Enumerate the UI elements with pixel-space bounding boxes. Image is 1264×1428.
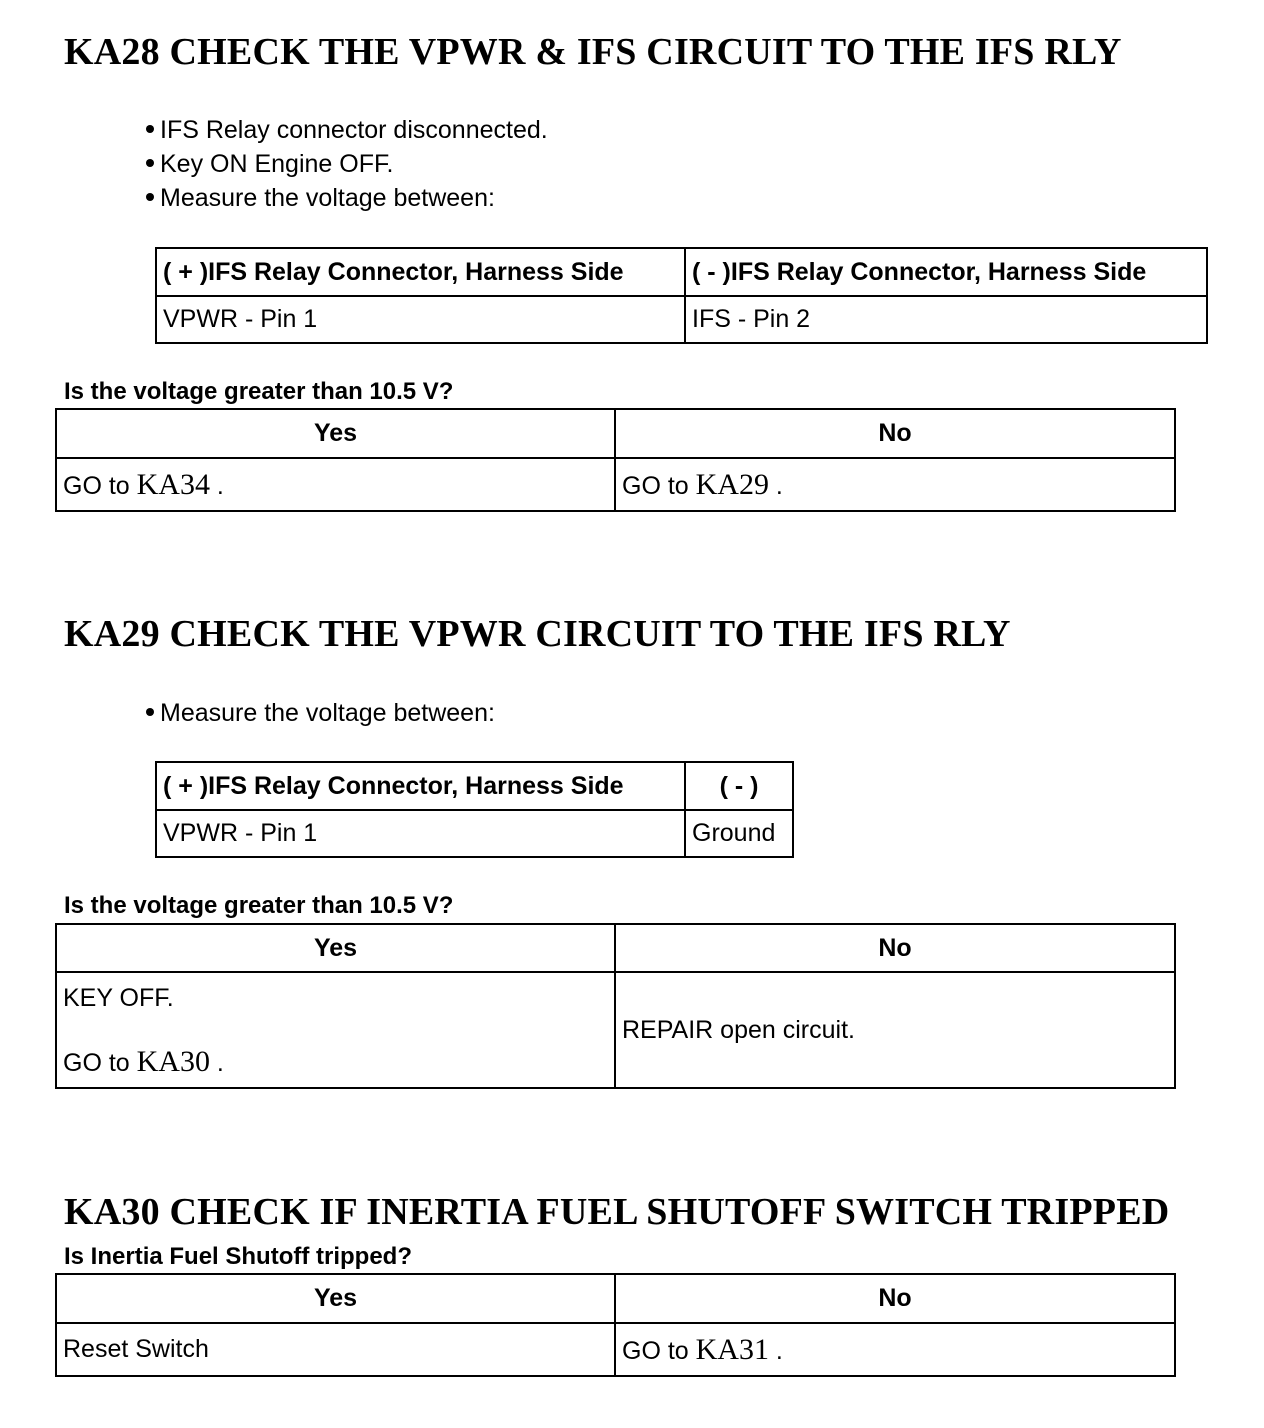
question-ka28: Is the voltage greater than 10.5 V? — [64, 378, 454, 405]
no-header: No — [615, 409, 1175, 458]
table-cell: Ground — [685, 810, 793, 857]
bullet-item: Measure the voltage between: — [146, 696, 495, 730]
step-link-ka34[interactable]: KA34 — [136, 467, 210, 501]
step-link-ka31[interactable]: KA31 — [695, 1332, 769, 1366]
step-link-ka30[interactable]: KA30 — [136, 1045, 210, 1078]
section-title-ka29: KA29 CHECK THE VPWR CIRCUIT TO THE IFS RLY — [64, 613, 1011, 655]
question-ka29: Is the voltage greater than 10.5 V? — [64, 892, 454, 919]
section-title-ka30: KA30 CHECK IF INERTIA FUEL SHUTOFF SWITCH TRIPPED — [64, 1191, 1170, 1233]
no-cell: GO to KA29 . — [615, 458, 1175, 511]
answer-table-ka30 — [55, 1273, 1176, 1377]
no-cell: GO to KA31 . — [615, 1323, 1175, 1376]
yes-line: GO to KA30 . — [63, 1045, 224, 1078]
no-cell: REPAIR open circuit. — [615, 972, 1175, 1088]
bullet-item: Measure the voltage between: — [146, 181, 548, 215]
table-cell: VPWR - Pin 1 — [156, 296, 685, 343]
yes-header: Yes — [56, 924, 615, 972]
bullet-icon — [146, 708, 154, 716]
bullet-icon — [146, 125, 154, 133]
table-header: ( + )IFS Relay Connector, Harness Side — [156, 248, 685, 296]
bullet-item: Key ON Engine OFF. — [146, 147, 548, 181]
section-title-ka28: KA28 CHECK THE VPWR & IFS CIRCUIT TO THE IFS RLY — [64, 31, 1122, 73]
table-cell: VPWR - Pin 1 — [156, 810, 685, 857]
yes-header: Yes — [56, 409, 615, 458]
step-link-ka29[interactable]: KA29 — [695, 467, 769, 501]
answer-table-ka28 — [55, 408, 1176, 512]
yes-line: KEY OFF. — [63, 984, 174, 1012]
yes-header: Yes — [56, 1274, 615, 1323]
measure-table-ka28 — [155, 247, 1208, 344]
bullet-icon — [146, 193, 154, 201]
bullet-item: IFS Relay connector disconnected. — [146, 113, 548, 147]
table-header: ( - ) — [685, 762, 793, 810]
question-ka30: Is Inertia Fuel Shutoff tripped? — [64, 1243, 412, 1270]
yes-cell: GO to KA34 . — [56, 458, 615, 511]
no-header: No — [615, 1274, 1175, 1323]
yes-cell — [56, 972, 615, 1088]
bullet-list-ka28 — [146, 113, 548, 215]
measure-table-ka29 — [155, 761, 794, 858]
table-header: ( + )IFS Relay Connector, Harness Side — [156, 762, 685, 810]
table-header: ( - )IFS Relay Connector, Harness Side — [685, 248, 1207, 296]
bullet-list-ka29 — [146, 696, 495, 730]
answer-table-ka29 — [55, 923, 1176, 1089]
yes-cell: Reset Switch — [56, 1323, 615, 1376]
no-header: No — [615, 924, 1175, 972]
table-cell: IFS - Pin 2 — [685, 296, 1207, 343]
bullet-icon — [146, 159, 154, 167]
